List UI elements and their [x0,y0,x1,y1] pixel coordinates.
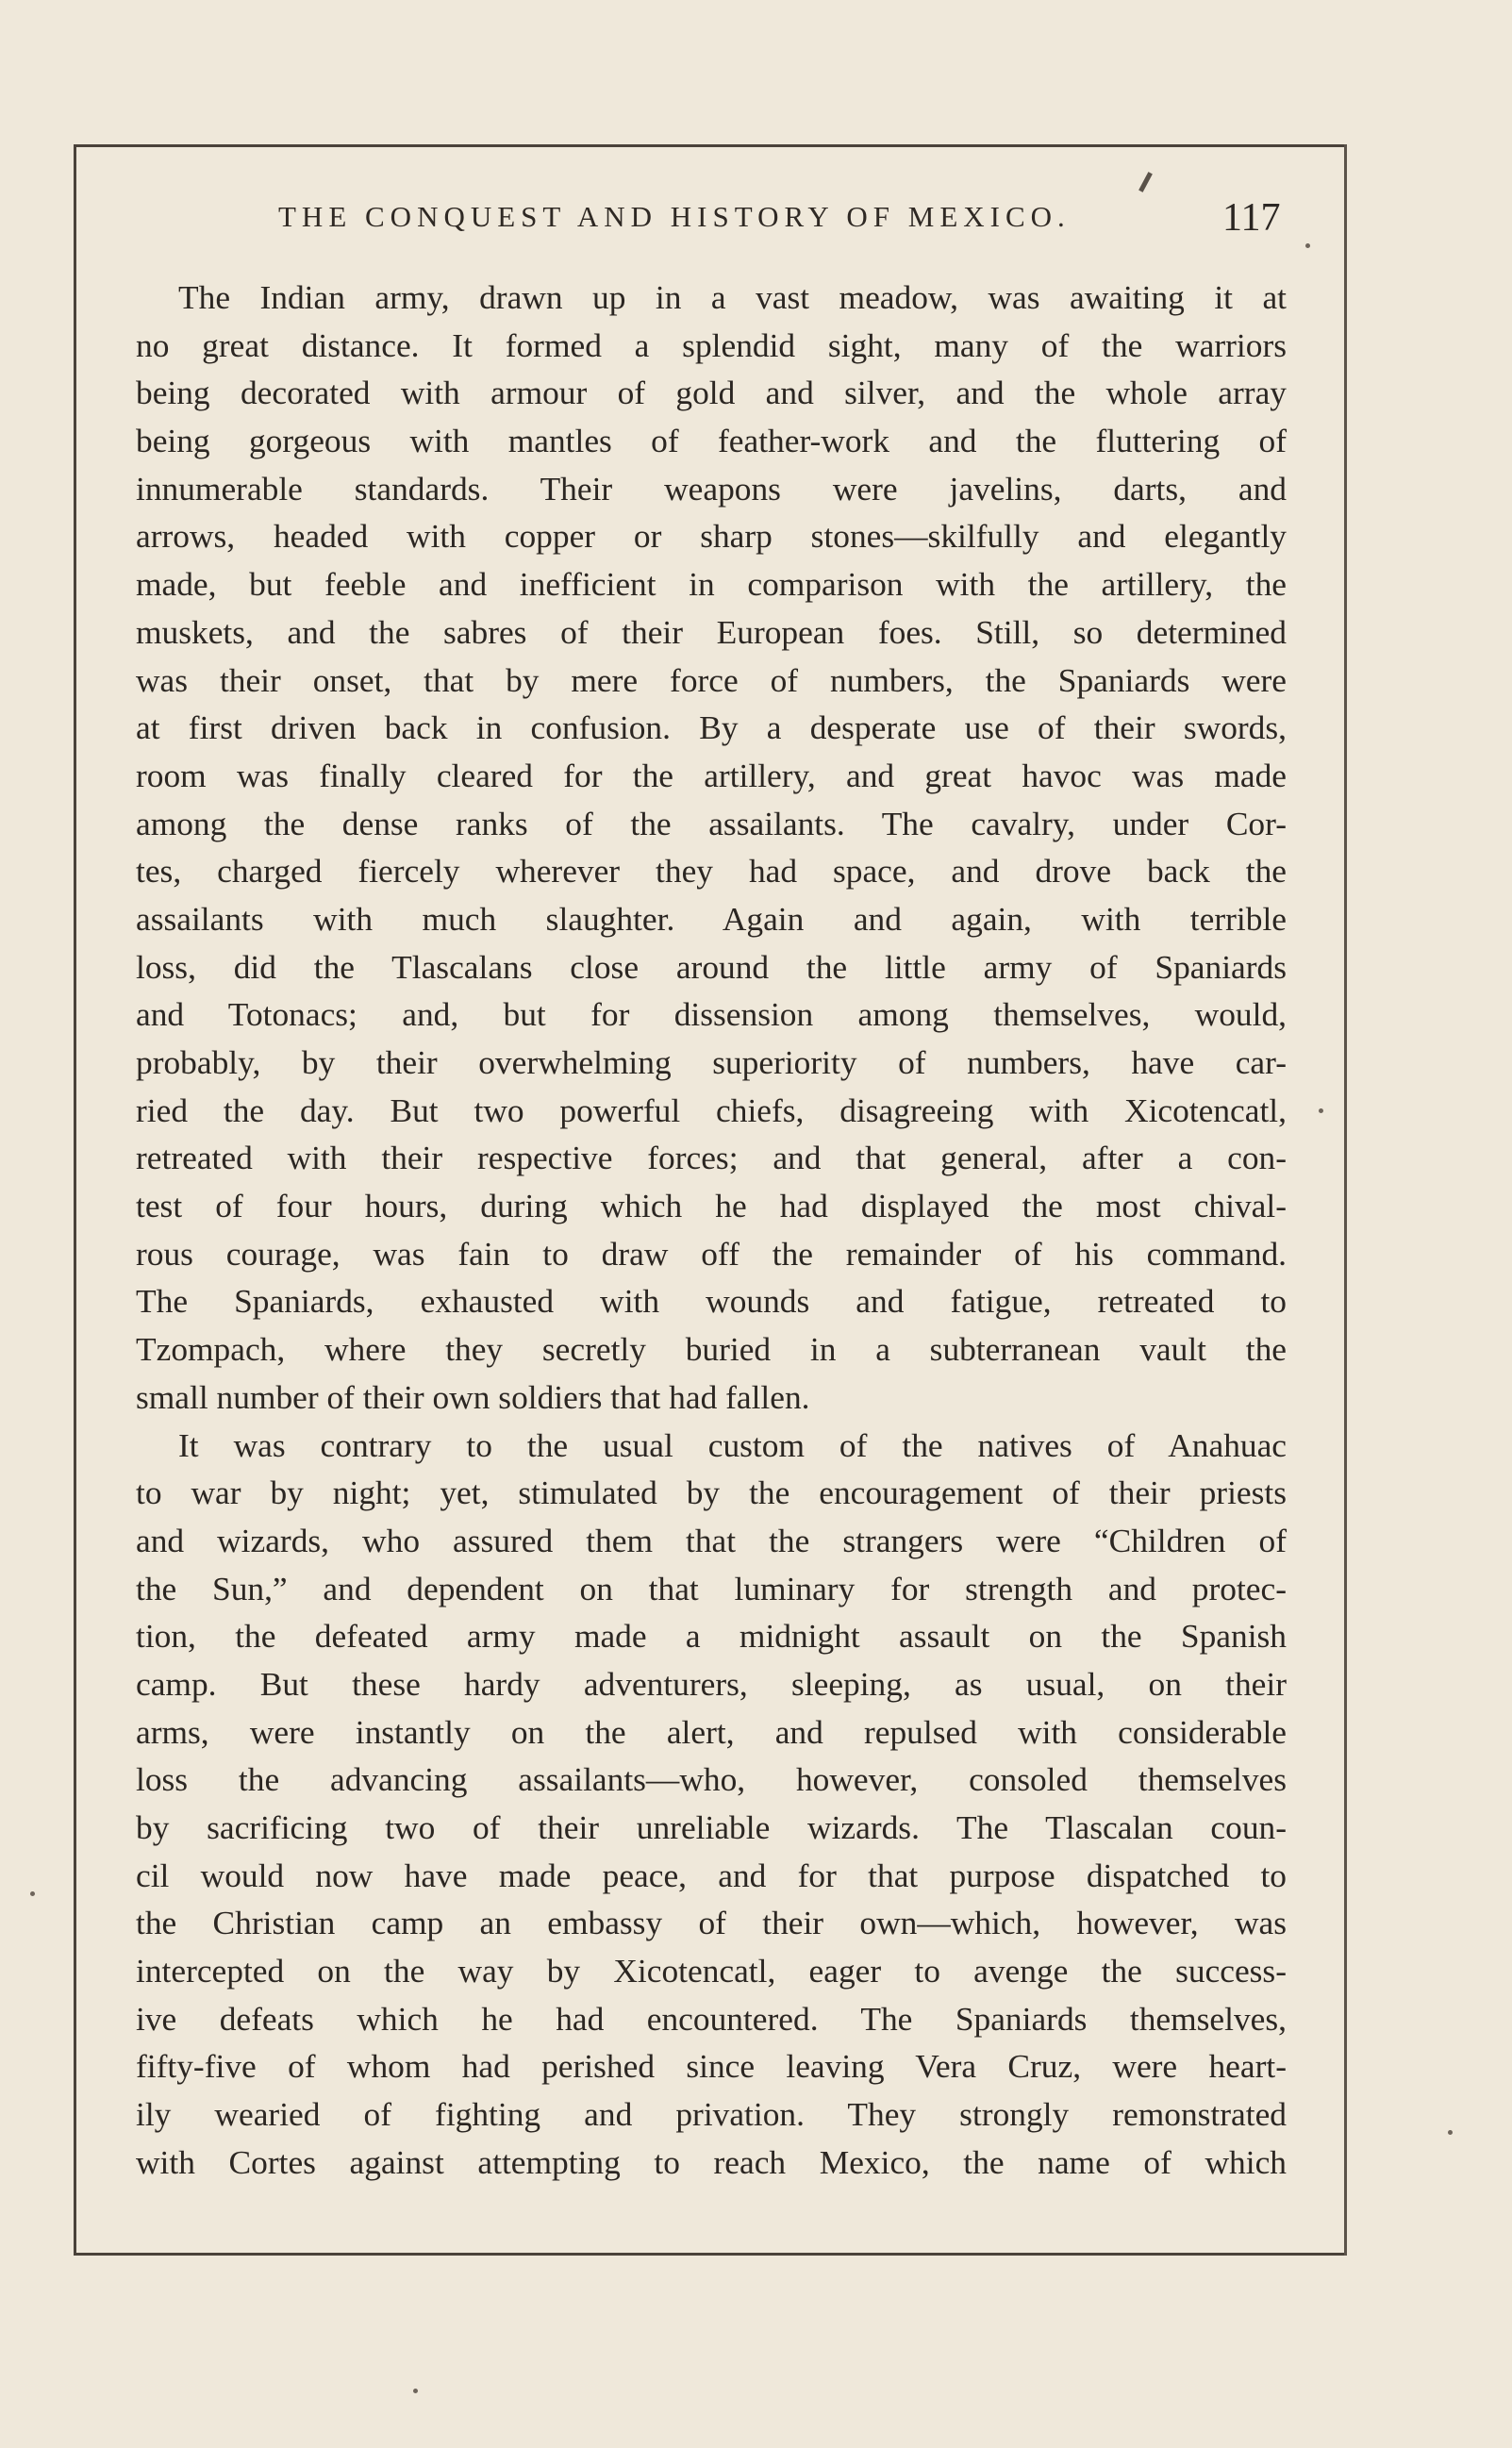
text-line: and wizards, who assured them that the strangers were “Children of [136,1521,1287,1559]
text-line: was their onset, that by mere force of numbers, the Spaniards were [136,660,1287,699]
page-border-bottom [74,2253,1347,2256]
text-line: being decorated with armour of gold and silver, and the whole array [136,374,1287,412]
text-line: with Cortes against attempting to reach Mexico, the name of which [136,2142,1287,2181]
text-line: retreated with their respective forces; and that general, after a con- [136,1139,1287,1177]
text-line: among the dense ranks of the assailants. The cavalry, under Cor- [136,804,1287,842]
text-line: The Spaniards, exhausted with wounds and fatigue, retreated to [136,1282,1287,1321]
text-line: and Totonacs; and, but for dissension among themselves, would, [136,995,1287,1034]
running-title: THE CONQUEST AND HISTORY OF MEXICO. [278,200,1071,233]
text-line: rous courage, was fain to draw off the remainder of his command. [136,1234,1287,1273]
text-line: The Indian army, drawn up in a vast meadow, was awaiting it at [178,278,1287,316]
page-border-left [74,144,76,2256]
text-line: muskets, and the sabres of their European foes. Still, so determined [136,612,1287,651]
text-line: arrows, headed with copper or sharp stones—skilfully and elegantly [136,517,1287,556]
text-line: tes, charged fiercely wherever they had space, and drove back the [136,852,1287,891]
text-line: by sacrificing two of their unreliable wizards. The Tlascalan coun- [136,1808,1287,1846]
text-line: assailants with much slaughter. Again and again, with terrible [136,899,1287,938]
text-line: intercepted on the way by Xicotencatl, eager to avenge the success- [136,1952,1287,1990]
text-line: cil would now have made peace, and for that purpose dispatched to [136,1856,1287,1894]
paper-speck [1305,243,1310,248]
text-line: ily wearied of fighting and privation. They strongly remonstrated [136,2095,1287,2134]
paper-speck [30,1891,35,1896]
text-line: fifty-five of whom had perished since leaving Vera Cruz, were heart- [136,2047,1287,2086]
text-line: loss, did the Tlascalans close around the little army of Spaniards [136,947,1287,986]
text-line: probably, by their overwhelming superiority of numbers, have car- [136,1043,1287,1081]
page-border-right [1344,144,1347,2256]
paper-speck [1448,2130,1453,2135]
text-line: to war by night; yet, stimulated by the encouragement of their priests [136,1474,1287,1512]
text-line: small number of their own soldiers that had fallen. [136,1377,810,1416]
text-line: arms, were instantly on the alert, and repulsed with considerable [136,1712,1287,1751]
text-line: at first driven back in confusion. By a desperate use of their swords, [136,708,1287,747]
page-border-top [74,144,1347,147]
body-text [136,274,1287,2187]
ink-mark [1138,172,1153,192]
text-line: Tzompach, where they secretly buried in a subterranean vault the [136,1330,1287,1369]
text-line: made, but feeble and inefficient in comparison with the artillery, the [136,565,1287,604]
text-line: innumerable standards. Their weapons were javelins, darts, and [136,469,1287,508]
text-line: ive defeats which he had encountered. The Spaniards themselves, [136,1999,1287,2038]
text-line: no great distance. It formed a splendid sight, many of the warriors [136,325,1287,364]
paper-speck [413,2389,418,2393]
paper-speck [1319,1108,1323,1113]
text-line: being gorgeous with mantles of feather-work and the fluttering of [136,422,1287,460]
text-line: the Christian camp an embassy of their own—which, however, was [136,1904,1287,1942]
text-line: camp. But these hardy adventurers, sleeping, as usual, on their [136,1664,1287,1703]
text-line: the Sun,” and dependent on that luminary for strength and protec- [136,1569,1287,1607]
text-line: test of four hours, during which he had displayed the most chival- [136,1187,1287,1225]
text-line: loss the advancing assailants—who, however, consoled themselves [136,1760,1287,1799]
text-line: tion, the defeated army made a midnight assault on the Spanish [136,1617,1287,1656]
text-line: room was finally cleared for the artillery, and great havoc was made [136,756,1287,794]
text-line: ried the day. But two powerful chiefs, disagreeing with Xicotencatl, [136,1091,1287,1129]
text-line: It was contrary to the usual custom of the natives of Anahuac [178,1425,1287,1464]
page-number: 117 [1222,196,1281,240]
